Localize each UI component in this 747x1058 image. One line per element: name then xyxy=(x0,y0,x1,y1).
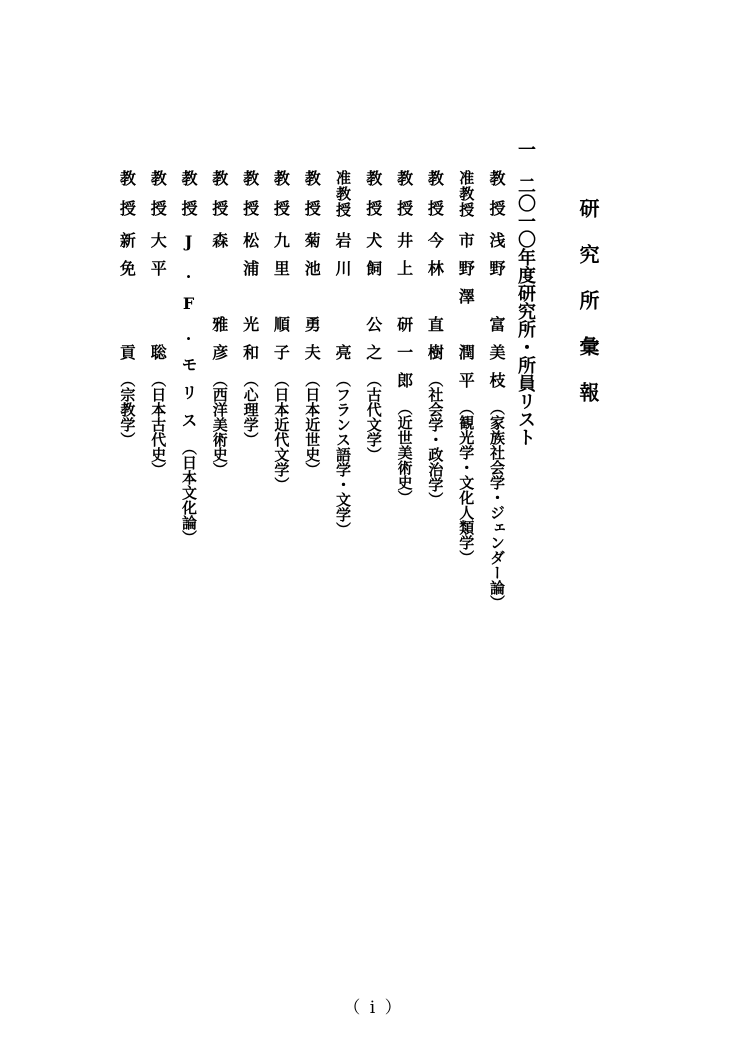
member-entry xyxy=(211,170,227,477)
member-rank: 教授 xyxy=(240,170,260,230)
member-field: （古代文学） xyxy=(364,372,383,462)
member-name: 九里 順子 xyxy=(271,232,291,372)
member-rank: 教授 xyxy=(487,170,506,230)
member-field: （社会学・政治学） xyxy=(426,372,445,507)
member-rank: 准教授 xyxy=(457,170,476,218)
member-field: （日本近世史） xyxy=(303,372,322,477)
member-name: 菊池 勇夫 xyxy=(302,232,322,372)
member-entry xyxy=(302,170,322,477)
member-rank: 教授 xyxy=(425,170,445,230)
member-entry xyxy=(365,170,381,462)
member-entry xyxy=(425,170,445,507)
member-rank: 教授 xyxy=(209,170,229,230)
member-name: J.F.モリス xyxy=(179,232,198,440)
member-rank: 教授 xyxy=(179,170,198,230)
member-rank: 教授 xyxy=(394,170,414,230)
member-name: 今林 直樹 xyxy=(425,232,445,372)
member-rank: 教授 xyxy=(148,170,168,230)
member-name: 大平 聡 xyxy=(148,232,168,372)
member-entry xyxy=(456,170,476,565)
page-title: 研究所彙報 xyxy=(576,198,600,428)
member-field: （西洋美術史） xyxy=(210,372,229,477)
member-field: （家族社会学・ジェンダー論） xyxy=(488,400,506,610)
member-name: 浅野 富美枝 xyxy=(487,232,506,400)
member-rank: 教授 xyxy=(117,170,137,230)
member-entry xyxy=(180,170,196,545)
member-rank: 教授 xyxy=(363,170,383,230)
member-field: （日本近代文学） xyxy=(272,372,291,492)
member-field: （観光学・文化人類学） xyxy=(457,400,476,565)
member-name: 犬飼 公之 xyxy=(363,232,383,372)
section-heading: 一 二〇一〇年度研究所・所員リスト xyxy=(515,140,536,446)
member-rank: 教授 xyxy=(302,170,322,230)
member-field: （心理学） xyxy=(241,372,260,447)
member-field: （近世美術史） xyxy=(395,400,414,505)
member-name: 松浦 光和 xyxy=(240,232,260,372)
page-number: （ i ） xyxy=(343,998,404,1018)
member-entry xyxy=(334,170,350,537)
member-name: 岩川 亮 xyxy=(333,232,352,372)
member-name: 森 雅彦 xyxy=(209,232,229,372)
member-entry xyxy=(271,170,291,492)
member-rank: 教授 xyxy=(271,170,291,230)
member-name: 新免 貢 xyxy=(117,232,137,372)
member-name: 市野澤 潤平 xyxy=(456,232,476,400)
member-field: （日本文化論） xyxy=(180,440,198,545)
member-field: （日本古代史） xyxy=(149,372,168,477)
member-field: （宗教学） xyxy=(118,372,137,447)
member-field: （フランス語学・文学） xyxy=(334,372,352,537)
member-name: 井上 研一郎 xyxy=(394,232,414,400)
member-entry xyxy=(396,170,412,505)
member-entry xyxy=(117,170,137,447)
member-entry xyxy=(488,170,504,610)
member-entry xyxy=(148,170,168,477)
member-entry xyxy=(242,170,258,447)
member-rank: 准教授 xyxy=(334,170,352,218)
